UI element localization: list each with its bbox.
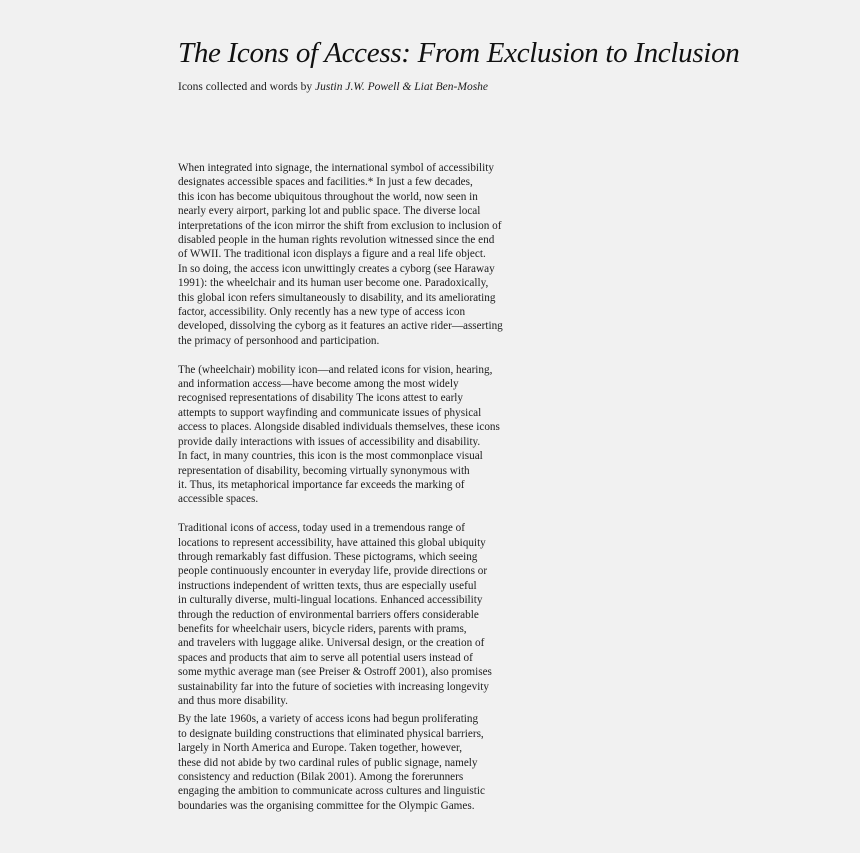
text-line: it. Thus, its metaphorical importance far exceeds the marking of (178, 478, 465, 491)
text-line: this icon has become ubiquitous throughout the world, now seen in (178, 190, 478, 203)
text-line: through remarkably fast diffusion. These pictograms, which seeing (178, 550, 478, 563)
text-line: access to places. Alongside disabled individuals themselves, these icons (178, 421, 500, 434)
text-line: sustainability far into the future of societies with increasing longevity (178, 680, 489, 693)
text-line: some mythic average man (see Preiser & Ostroff 2001), also promises (178, 666, 492, 679)
article-title: The Icons of Access: From Exclusion to Inclusion (178, 37, 740, 69)
byline (178, 80, 488, 94)
text-line: and travelers with luggage alike. Universal design, or the creation of (178, 637, 485, 650)
text-line: people continuously encounter in everyday life, provide directions or (178, 565, 488, 578)
paragraph-4 (178, 712, 538, 813)
text-line: recognised representations of disability The icons attest to early (178, 392, 463, 405)
text-line: largely in North America and Europe. Taken together, however, (178, 742, 463, 755)
paragraph-2 (178, 363, 538, 507)
text-line: in culturally diverse, multi-lingual locations. Enhanced accessibility (178, 594, 483, 607)
paragraph-gap (178, 348, 538, 362)
text-line: designates accessible spaces and facilities.* In just a few decades, (178, 176, 473, 189)
byline-authors: Justin J.W. Powell & Liat Ben-Moshe (315, 81, 489, 93)
text-line: In fact, in many countries, this icon is the most commonplace visual (178, 450, 483, 463)
text-line: spaces and products that aim to serve all potential users instead of (178, 651, 473, 664)
text-line: attempts to support wayfinding and communicate issues of physical (178, 406, 482, 419)
article-body (178, 161, 538, 813)
text-line: Traditional icons of access, today used in a tremendous range of (178, 522, 465, 535)
text-line: locations to represent accessibility, have attained this global ubiquity (178, 536, 486, 549)
text-line: this global icon refers simultaneously to disability, and its ameliorating (178, 291, 496, 304)
text-line: accessible spaces. (178, 493, 259, 506)
text-line: consistency and reduction (Bilak 2001). Among the forerunners (178, 771, 464, 784)
paragraph-gap (178, 507, 538, 521)
text-line: boundaries was the organising committee for the Olympic Games. (178, 799, 475, 812)
text-line: In so doing, the access icon unwittingly creates a cyborg (see Haraway (178, 262, 495, 275)
text-line: engaging the ambition to communicate across cultures and linguistic (178, 785, 485, 798)
text-line: 1991): the wheelchair and its human user become one. Paradoxically, (178, 277, 489, 290)
text-line: benefits for wheelchair users, bicycle riders, parents with prams, (178, 622, 467, 635)
text-line: through the reduction of environmental barriers offers considerable (178, 608, 479, 621)
text-line: representation of disability, becoming virtually synonymous with (178, 464, 470, 477)
text-line: developed, dissolving the cyborg as it features an active rider—asserting (178, 320, 503, 333)
text-line: By the late 1960s, a variety of access icons had begun proliferating (178, 713, 479, 726)
paragraph-3 (178, 521, 538, 708)
byline-prefix: Icons collected and words by (178, 81, 313, 93)
text-line: and information access—have become among the most widely (178, 378, 459, 391)
text-line: disabled people in the human rights revolution witnessed since the end (178, 234, 495, 247)
text-line: these did not abide by two cardinal rules of public signage, namely (178, 756, 478, 769)
text-line: instructions independent of written texts, thus are especially useful (178, 579, 477, 592)
text-line: provide daily interactions with issues of accessibility and disability. (178, 435, 481, 448)
text-line: factor, accessibility. Only recently has a new type of access icon (178, 306, 466, 319)
paragraph-1 (178, 161, 538, 348)
text-line: When integrated into signage, the international symbol of accessibility (178, 162, 494, 174)
text-line: and thus more disability. (178, 695, 288, 707)
text-line: The (wheelchair) mobility icon—and related icons for vision, hearing, (178, 363, 493, 376)
text-line: of WWII. The traditional icon displays a figure and a real life object. (178, 248, 486, 261)
text-line: to designate building constructions that eliminated physical barriers, (178, 727, 484, 740)
text-line: nearly every airport, parking lot and public space. The diverse local (178, 205, 481, 218)
text-line: interpretations of the icon mirror the shift from exclusion to inclusion of (178, 219, 502, 232)
text-line: the primacy of personhood and participation. (178, 334, 380, 347)
